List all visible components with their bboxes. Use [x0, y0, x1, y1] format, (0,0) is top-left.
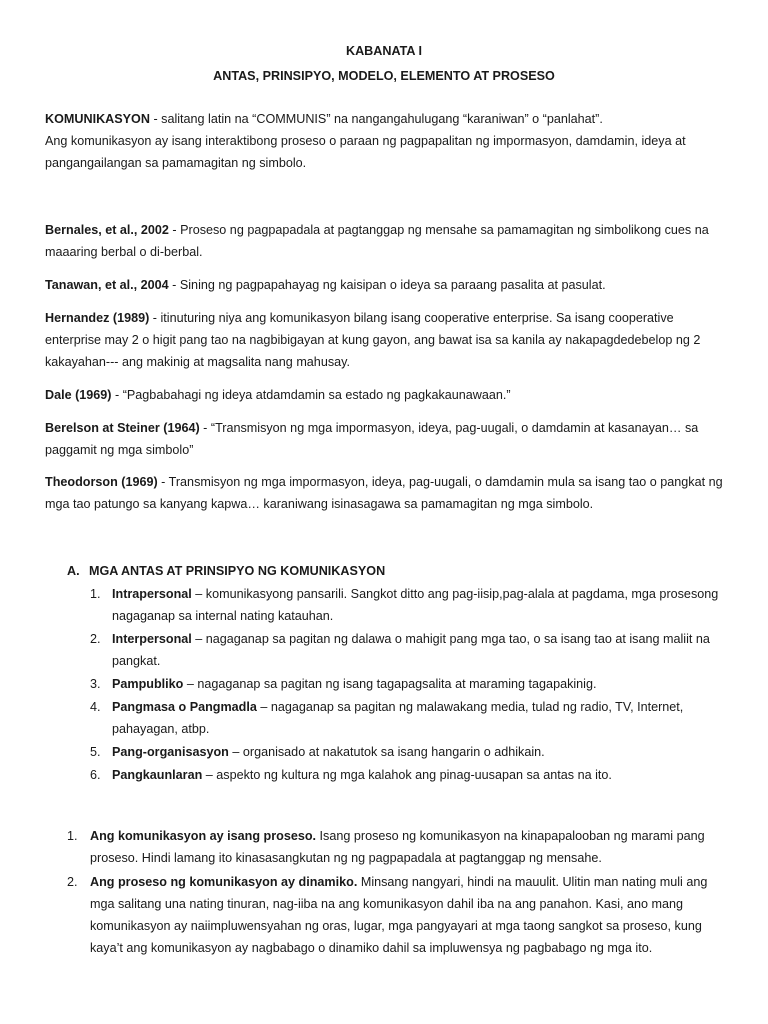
definition-item: [45, 307, 730, 373]
chapter-subtitle: ANTAS, PRINSIPYO, MODELO, ELEMENTO AT PROSESO: [213, 69, 555, 83]
list-number: 4.: [90, 700, 101, 714]
list-text: – nagaganap sa pagitan ng dalawa o mahigit pang mga tao, o sa isang tao at isang maliit na pangkat.: [112, 632, 710, 668]
list-item: [67, 825, 732, 869]
komunikasyon-term: KOMUNIKASYON: [45, 112, 150, 126]
list-item: [90, 673, 730, 695]
list-number: 5.: [90, 745, 101, 759]
list-item: [90, 764, 730, 786]
definition-text: - itinuturing niya ang komunikasyon bilang isang cooperative enterprise. Sa isang cooperative enterprise may 2 o higit pang tao na nagbibigayan at kung gayon, ang bawat isa sa kanila ay nakapagdedebelop ng 2 kakayahan--- ang makinig at magsalita nang mahusay.: [45, 311, 701, 369]
komunikasyon-etymology: [45, 108, 730, 130]
antas-list: [90, 583, 730, 787]
list-item: [90, 696, 730, 740]
definition-author: Berelson at Steiner (1964): [45, 421, 200, 435]
definition-item: [45, 274, 730, 296]
prinsipyo-list: [67, 825, 732, 961]
komunikasyon-definition: [45, 108, 730, 174]
section-a-heading: [67, 560, 727, 582]
list-item: [90, 628, 730, 672]
list-text: Isang proseso ng komunikasyon na kinapapalooban ng marami pang proseso. Hindi lamang ito kinasasangkutan ng ng pagpapadala at pagtanggap ng mensahe.: [90, 829, 705, 865]
definition-item: [45, 219, 730, 263]
list-text: – nagaganap sa pagitan ng isang tagapagsalita at maraming tagapakinig.: [183, 677, 597, 691]
definition-text: - Transmisyon ng mga impormasyon, ideya, pag-uugali, o damdamin mula sa isang tao o pangkat ng mga tao patungo sa kanyang kapwa… karaniwang isinasagawa sa pamamagitan ng mga simbolo.: [45, 475, 723, 511]
list-number: 3.: [90, 677, 101, 691]
list-term: Ang proseso ng komunikasyon ay dinamiko.: [90, 875, 358, 889]
list-text: – aspekto ng kultura ng mga kalahok ang pinag-uusapan sa antas na ito.: [202, 768, 612, 782]
definition-author: Tanawan, et al., 2004: [45, 278, 169, 292]
definition-item: [45, 384, 730, 406]
section-letter: A.: [67, 564, 80, 578]
list-term: Ang komunikasyon ay isang proseso.: [90, 829, 317, 843]
list-number: 6.: [90, 768, 101, 782]
list-number: 2.: [90, 632, 101, 646]
definition-text: - “Pagbabahagi ng ideya atdamdamin sa estado ng pagkakaunawaan.”: [111, 388, 511, 402]
list-item: [90, 583, 730, 627]
list-number: 1.: [67, 829, 78, 843]
section-heading-text: MGA ANTAS AT PRINSIPYO NG KOMUNIKASYON: [89, 564, 386, 578]
chapter-title: KABANATA I: [345, 44, 423, 58]
komunikasyon-line1: - salitang latin na “COMMUNIS” na nangangahulugang “karaniwan” o “panlahat”.: [149, 112, 603, 126]
list-item: [90, 741, 730, 763]
list-text: Minsang nangyari, hindi na mauulit. Ulitin man nating muli ang mga salitang una nating tinuran, nag-iiba na ang komunikasyon dahil iba na ang panahon. Kasi, ano mang komunikasyon ay naiimpluwensyahan ng oras, lugar, mga pangyayari at mga taong sangkot sa proseso, kung kaya’t ang komunikasyon ay nagbabago o dinamiko dahil sa impluwensya ng pagbabago ng mga ito.: [90, 875, 708, 955]
list-term: Pampubliko: [112, 677, 184, 691]
list-term: Pang-organisasyon: [112, 745, 229, 759]
list-text: – komunikasyong pansarili. Sangkot ditto ang pag-iisip,pag-alala at pagdama, mga prosesong nagaganap sa internal nating katauhan.: [112, 587, 719, 623]
list-number: 2.: [67, 875, 78, 889]
komunikasyon-line2: Ang komunikasyon ay isang interaktibong proseso o paraan ng pagpapalitan ng impormasyon, damdamin, ideya at pangangailangan sa pamamagitan ng simbolo.: [45, 134, 686, 170]
definition-text: - Proseso ng pagpapadala at pagtanggap ng mensahe sa pamamagitan ng simbolikong cues na maaaring berbal o di-berbal.: [45, 223, 709, 259]
list-term: Intrapersonal: [112, 587, 192, 601]
definition-item: [45, 471, 730, 515]
list-term: Interpersonal: [112, 632, 192, 646]
list-term: Pangkaunlaran: [112, 768, 203, 782]
definition-author: Bernales, et al., 2002: [45, 223, 169, 237]
list-term: Pangmasa o Pangmadla: [112, 700, 257, 714]
list-number: 1.: [90, 587, 101, 601]
definition-author: Dale (1969): [45, 388, 112, 402]
list-item: [67, 871, 732, 959]
definition-item: [45, 417, 730, 461]
list-text: – nagaganap sa pagitan ng malawakang media, tulad ng radio, TV, Internet, pahayagan, atbp.: [112, 700, 684, 736]
definition-text: - Sining ng pagpapahayag ng kaisipan o ideya sa paraang pasalita at pasulat.: [168, 278, 606, 292]
definition-author: Hernandez (1989): [45, 311, 150, 325]
definition-text: - “Transmisyon ng mga impormasyon, ideya, pag-uugali, o damdamin at kasanayan… sa paggamit ng mga simbolo”: [45, 421, 699, 457]
list-text: – organisado at nakatutok sa isang hangarin o adhikain.: [228, 745, 545, 759]
definition-author: Theodorson (1969): [45, 475, 158, 489]
